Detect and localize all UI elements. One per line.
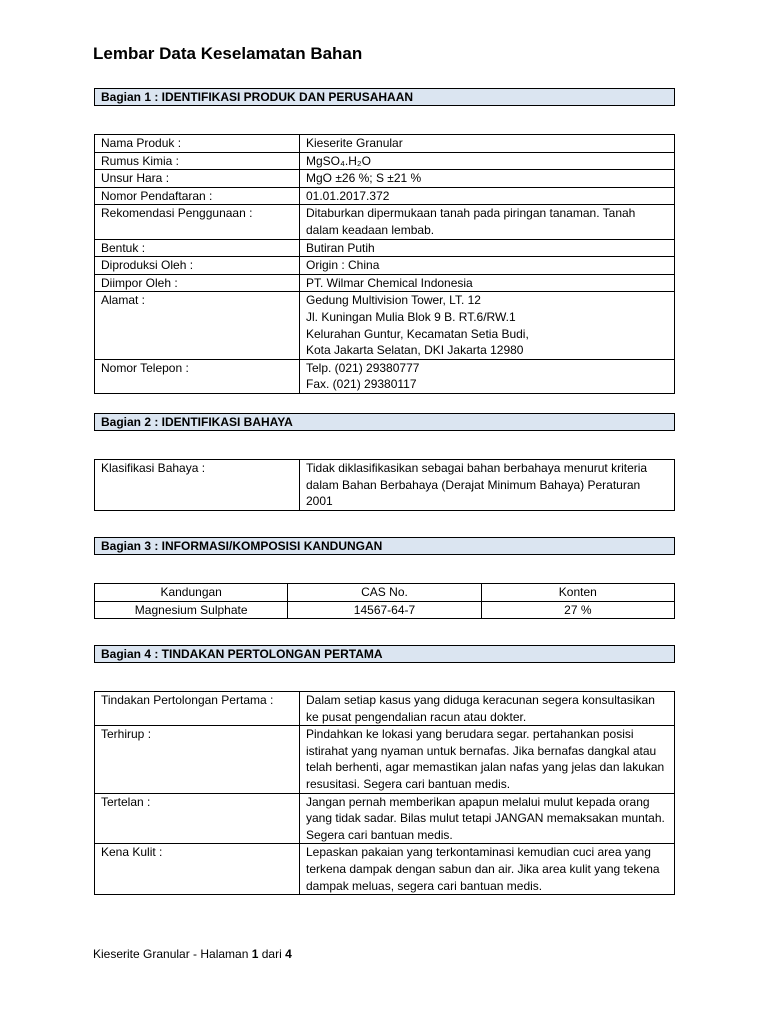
telepon-value: Telp. (021) 29380777 Fax. (021) 29380117	[300, 359, 675, 393]
terhirup-label: Terhirup :	[95, 726, 300, 793]
table-row	[95, 460, 675, 511]
bentuk-label: Bentuk :	[95, 239, 300, 257]
table-row	[95, 239, 675, 257]
unsur-hara-value: MgO ±26 %; S ±21 %	[300, 170, 675, 188]
table-row	[95, 205, 675, 239]
nama-produk-label: Nama Produk :	[95, 135, 300, 153]
bentuk-value: Butiran Putih	[300, 239, 675, 257]
document-title: Lembar Data Keselamatan Bahan	[93, 44, 363, 63]
kandungan-value: Magnesium Sulphate	[95, 601, 288, 619]
table-row	[95, 187, 675, 205]
rekomendasi-value: Ditaburkan dipermukaan tanah pada piringan tanaman. Tanah dalam keadaan lembab.	[300, 205, 675, 239]
table-row	[95, 170, 675, 188]
section-1-header: Bagian 1 : IDENTIFIKASI PRODUK DAN PERUSAHAAN	[94, 88, 675, 106]
table-row	[95, 152, 675, 170]
table-row	[95, 793, 675, 844]
klasifikasi-bahaya-label: Klasifikasi Bahaya :	[95, 460, 300, 511]
section-4-header: Bagian 4 : TINDAKAN PERTOLONGAN PERTAMA	[94, 645, 675, 663]
diimpor-label: Diimpor Oleh :	[95, 274, 300, 292]
unsur-hara-label: Unsur Hara :	[95, 170, 300, 188]
section-2-header: Bagian 2 : IDENTIFIKASI BAHAYA	[94, 413, 675, 431]
table-row	[95, 135, 675, 153]
footer-page-number: 1	[251, 947, 259, 961]
nomor-pendaftaran-value: 01.01.2017.372	[300, 187, 675, 205]
table-row	[95, 601, 675, 619]
kena-kulit-label: Kena Kulit :	[95, 844, 300, 895]
first-aid-table	[94, 691, 675, 895]
rumus-kimia-label: Rumus Kimia :	[95, 152, 300, 170]
tindakan-value: Dalam setiap kasus yang diduga keracunan segera konsultasikan ke pusat pengendalian racun atau dokter.	[300, 692, 675, 726]
nama-produk-value: Kieserite Granular	[300, 135, 675, 153]
footer-page-total: 4	[285, 947, 292, 961]
alamat-value: Gedung Multivision Tower, LT. 12 Jl. Kuningan Mulia Blok 9 B. RT.6/RW.1 Kelurahan Guntur, Kecamatan Setia Budi, Kota Jakarta Selatan, DKI Jakarta 12980	[300, 292, 675, 359]
section-3-header: Bagian 3 : INFORMASI/KOMPOSISI KANDUNGAN	[94, 537, 675, 555]
product-identification-table	[94, 134, 675, 394]
table-row	[95, 844, 675, 895]
diproduksi-value: Origin : China	[300, 257, 675, 275]
column-header-konten: Konten	[481, 584, 674, 602]
tindakan-label: Tindakan Pertolongan Pertama :	[95, 692, 300, 726]
column-header-kandungan: Kandungan	[95, 584, 288, 602]
cas-value: 14567-64-7	[288, 601, 481, 619]
table-row	[95, 726, 675, 793]
alamat-label: Alamat :	[95, 292, 300, 359]
diimpor-value: PT. Wilmar Chemical Indonesia	[300, 274, 675, 292]
page-footer	[93, 947, 292, 961]
table-row	[95, 359, 675, 393]
rumus-kimia-value: MgSO₄.H₂O	[300, 152, 675, 170]
diproduksi-label: Diproduksi Oleh :	[95, 257, 300, 275]
rekomendasi-label: Rekomendasi Penggunaan :	[95, 205, 300, 239]
nomor-pendaftaran-label: Nomor Pendaftaran :	[95, 187, 300, 205]
telepon-label: Nomor Telepon :	[95, 359, 300, 393]
table-row	[95, 257, 675, 275]
terhirup-value: Pindahkan ke lokasi yang berudara segar. pertahankan posisi istirahat yang nyaman untuk bernafas. Jika bernafas dangkal atau telah berhenti, agar memastikan jalan nafas yang jelas dan lakukan resusitasi. Segera cari bantuan medis.	[300, 726, 675, 793]
table-row	[95, 692, 675, 726]
kena-kulit-value: Lepaskan pakaian yang terkontaminasi kemudian cuci area yang terkena dampak dengan sabun dan air. Jika area kulit yang tekena dampak meluas, segera cari bantuan medis.	[300, 844, 675, 895]
composition-table	[94, 583, 675, 619]
table-row	[95, 274, 675, 292]
hazard-table	[94, 459, 675, 511]
table-header-row	[95, 584, 675, 602]
klasifikasi-bahaya-value: Tidak diklasifikasikan sebagai bahan berbahaya menurut kriteria dalam Bahan Berbahaya (Derajat Minimum Bahaya) Peraturan 2001	[300, 460, 675, 511]
tertelan-label: Tertelan :	[95, 793, 300, 844]
footer-text: Kieserite Granular - Halaman	[93, 947, 252, 961]
tertelan-value: Jangan pernah memberikan apapun melalui mulut kepada orang yang tidak sadar. Bilas mulut tetapi JANGAN memaksakan muntah. Segera cari bantuan medis.	[300, 793, 675, 844]
footer-dari: dari	[258, 947, 286, 961]
column-header-cas: CAS No.	[288, 584, 481, 602]
table-row	[95, 292, 675, 359]
konten-value: 27 %	[481, 601, 674, 619]
